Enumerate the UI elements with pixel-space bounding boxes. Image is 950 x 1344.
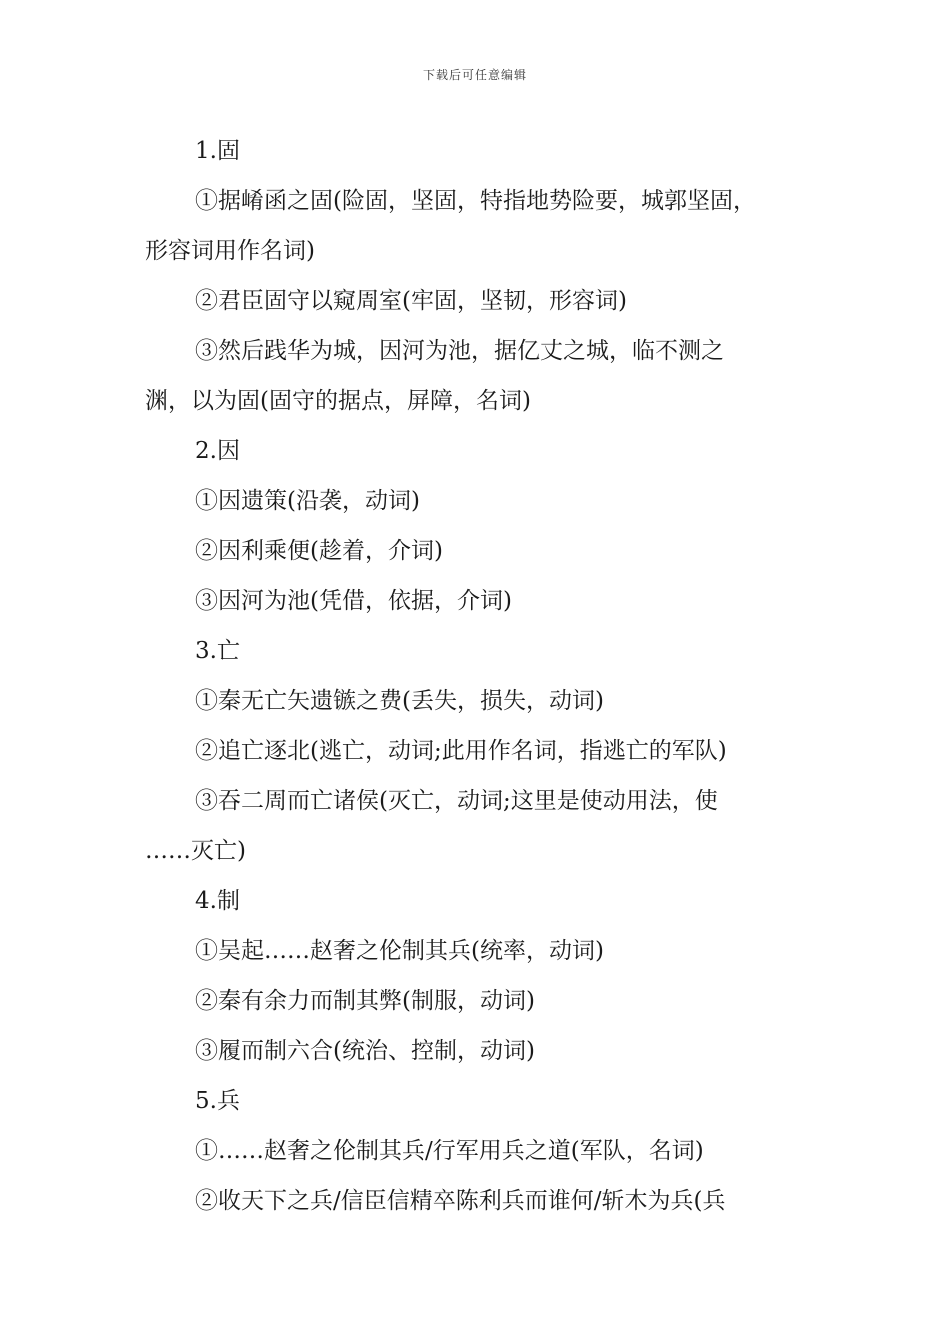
section-heading: 2.因 bbox=[195, 438, 240, 464]
paragraph-line: ③因河为池(凭借，依据，介词) bbox=[195, 588, 512, 614]
paragraph-line: ①秦无亡矢遗镞之费(丢失，损失，动词) bbox=[195, 688, 604, 714]
document-body bbox=[145, 126, 825, 1226]
section-heading: 4.制 bbox=[195, 888, 240, 914]
paragraph-line: ②收天下之兵/信臣信精卒陈利兵而谁何/斩木为兵(兵 bbox=[195, 1188, 726, 1214]
paragraph-line: ③履而制六合(统治、控制，动词) bbox=[195, 1038, 535, 1064]
paragraph-line: 形容词用作名词) bbox=[145, 238, 315, 264]
section-heading: 3.亡 bbox=[195, 638, 240, 664]
paragraph-line: ③吞二周而亡诸侯(灭亡，动词;这里是使动用法，使 bbox=[195, 788, 718, 814]
paragraph-line: ①因遗策(沿袭，动词) bbox=[195, 488, 420, 514]
paragraph-line: ②追亡逐北(逃亡，动词;此用作名词，指逃亡的军队) bbox=[195, 738, 727, 764]
paragraph-line: ……灭亡) bbox=[145, 838, 246, 864]
section-heading: 5.兵 bbox=[195, 1088, 240, 1114]
section-heading: 1.固 bbox=[195, 138, 240, 164]
paragraph-line: ①吴起……赵奢之伦制其兵(统率，动词) bbox=[195, 938, 604, 964]
paragraph-line: ②秦有余力而制其弊(制服，动词) bbox=[195, 988, 535, 1014]
paragraph-line: 渊，以为固(固守的据点，屏障，名词) bbox=[145, 388, 531, 414]
page-header: 下载后可任意编辑 bbox=[422, 68, 527, 82]
paragraph-line: ②因利乘便(趁着，介词) bbox=[195, 538, 443, 564]
paragraph-line: ①据崤函之固(险固，坚固，特指地势险要，城郭坚固， bbox=[195, 188, 756, 214]
paragraph-line: ③然后践华为城，因河为池，据亿丈之城，临不测之 bbox=[195, 338, 724, 364]
paragraph-line: ①……赵奢之伦制其兵/行军用兵之道(军队，名词) bbox=[195, 1138, 704, 1164]
paragraph-line: ②君臣固守以窥周室(牢固，坚韧，形容词) bbox=[195, 288, 627, 314]
